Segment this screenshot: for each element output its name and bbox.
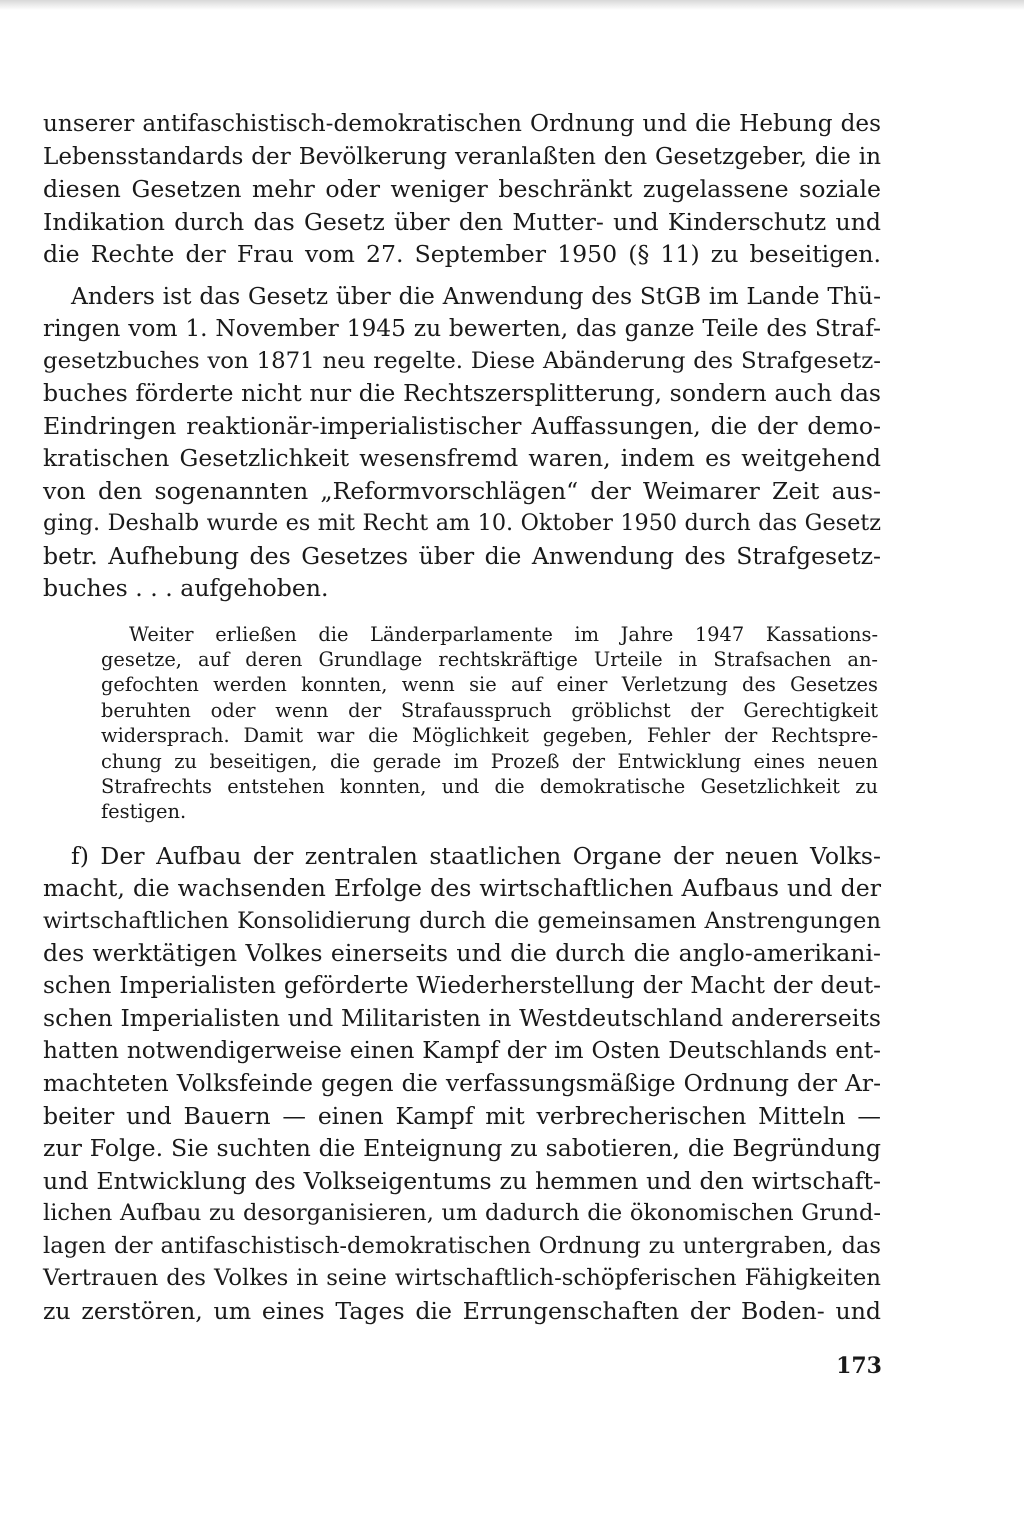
text-line: und Entwicklung des Volkseigentums zu hemmen und den wirtschaft- (43, 1166, 881, 1195)
text-line: Weiter erließen die Länderparlamente im Jahre 1947 Kassations- (129, 622, 878, 646)
text-line: schen Imperialisten und Militaristen in Westdeutschland andererseits (43, 1004, 881, 1033)
text-line: Anders ist das Gesetz über die Anwendung des StGB im Lande Thü- (71, 281, 881, 310)
text-line: buches . . . aufgehoben. (43, 574, 329, 602)
text-line: buches förderte nicht nur die Rechtszersplitterung, sondern auch das (43, 379, 881, 407)
text-line: Indikation durch das Gesetz über den Mutter- und Kinderschutz und (43, 207, 881, 236)
text-line: Vertrauen des Volkes in seine wirtschaftlich-schöpferischen Fähigkeiten (43, 1265, 881, 1292)
text-line: f) Der Aufbau der zentralen staatlichen Organe der neuen Volks- (71, 841, 881, 870)
scan-edge-shadow (0, 0, 1024, 10)
text-line: Lebensstandards der Bevölkerung veranlaßten den Gesetzgeber, die in (43, 143, 881, 170)
text-line: betr. Aufhebung des Gesetzes über die Anwendung des Strafgesetz- (43, 541, 881, 570)
text-line: kratischen Gesetzlichkeit wesensfremd waren, indem es weitgehend (43, 444, 881, 472)
text-line: wirtschaftlichen Konsolidierung durch die gemeinsamen Anstrengungen (43, 907, 881, 934)
text-column (43, 108, 881, 1327)
text-line: schen Imperialisten geförderte Wiederherstellung der Macht der deut- (43, 972, 881, 999)
text-line: ging. Deshalb wurde es mit Recht am 10. Oktober 1950 durch das Gesetz (43, 510, 881, 536)
text-line: von den sogenannten „Reformvorschlägen“ der Weimarer Zeit aus- (43, 476, 881, 505)
text-line: gesetze, auf deren Grundlage rechtskräftige Urteile in Strafsachen an- (101, 647, 878, 671)
text-line: beruhten oder wenn der Strafausspruch gröblichst der Gerechtigkeit (101, 698, 878, 722)
text-line: hatten notwendigerweise einen Kampf der im Osten Deutschlands ent- (43, 1036, 881, 1064)
text-line: widersprach. Damit war die Möglichkeit gegeben, Fehler der Rechtspre- (101, 724, 878, 748)
text-line: diesen Gesetzen mehr oder weniger beschränkt zugelassene soziale (43, 175, 881, 203)
paragraph-2 (43, 280, 881, 605)
text-line: beiter und Bauern — einen Kampf mit verbrecherischen Mitteln — (43, 1101, 881, 1130)
paragraph-3-small-print (43, 622, 881, 825)
text-line: chung zu beseitigen, die gerade im Prozeß der Entwicklung eines neuen (101, 749, 878, 773)
text-line: Strafrechts entstehen konnten, und die demokratische Gesetzlichkeit zu (101, 774, 878, 798)
text-line: festigen. (101, 800, 187, 824)
text-line: gesetzbuches von 1871 neu regelte. Diese Abänderung des Strafgesetz- (43, 347, 881, 374)
paragraph-4 (43, 840, 881, 1328)
text-line: zur Folge. Sie suchten die Enteignung zu sabotieren, die Begründung (43, 1134, 881, 1163)
text-line: macht, die wachsenden Erfolge des wirtschaftlichen Aufbaus und der (43, 874, 881, 903)
text-line: unserer antifaschistisch-demokratischen Ordnung und die Hebung des (43, 111, 881, 137)
text-line: gefochten werden konnten, wenn sie auf einer Verletzung des Gesetzes (101, 673, 878, 697)
text-line: ringen vom 1. November 1945 zu bewerten, das ganze Teile des Straf- (43, 314, 881, 342)
text-line: lagen der antifaschistisch-demokratischen Ordnung zu untergraben, das (43, 1232, 881, 1259)
text-line: zu zerstören, um eines Tages die Errungenschaften der Boden- und (43, 1296, 881, 1325)
text-line: des werktätigen Volkes einerseits und die durch die anglo-amerikani- (43, 939, 881, 968)
page-number: 173 (836, 1353, 882, 1379)
text-line: Eindringen reaktionär-imperialistischer Auffassungen, die der demo- (43, 411, 881, 440)
text-line: lichen Aufbau zu desorganisieren, um dadurch die ökonomischen Grund- (43, 1200, 881, 1227)
text-line: machteten Volksfeinde gegen die verfassungsmäßige Ordnung der Ar- (43, 1069, 881, 1098)
text-line: die Rechte der Frau vom 27. September 1950 (§ 11) zu beseitigen. (43, 240, 881, 268)
paragraph-1 (43, 108, 881, 271)
